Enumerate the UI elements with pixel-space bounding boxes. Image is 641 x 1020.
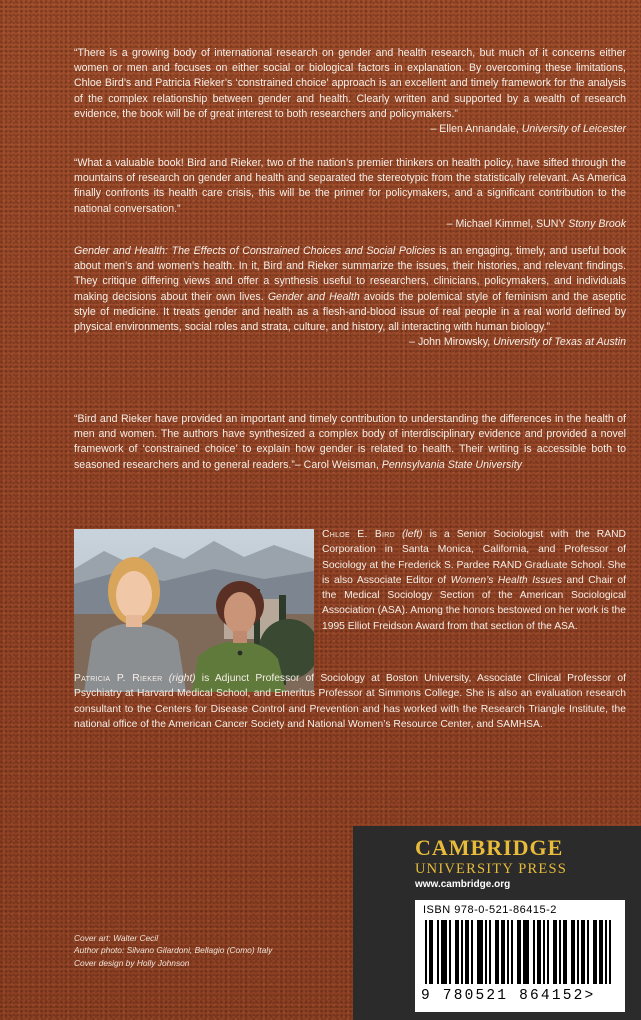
barcode-bar (565, 920, 567, 984)
barcode-bar (461, 920, 463, 984)
quote-text: “There is a growing body of international research on gender and health research, but much of it concerns either women or men and focuses on either social or biological factors in explanation. By overcoming these limitations, Chloe Bird’s and Patricia Rieker’s ‘constrained choice’ approach is an excellent and timely framework for the analysis of the complex relationship between gender and health. Clearly written and supported by a wealth of research evidence, the book will be of great interest to both researchers and policymakers.” (74, 47, 626, 120)
quote-attribution: – Ellen Annandale, University of Leicester (430, 123, 626, 136)
author-photo-image (74, 529, 314, 692)
barcode-bar (443, 920, 445, 984)
barcode-bar (457, 920, 459, 984)
barcode-bar (495, 920, 497, 984)
cover-art-credit: Cover art: Walter Cecil (74, 933, 159, 943)
barcode-bar (489, 920, 491, 984)
barcode-bar (601, 920, 603, 984)
publisher-panel (353, 826, 641, 1020)
barcode-bar (559, 920, 561, 984)
barcode-bar (577, 920, 579, 984)
author-photo (74, 529, 314, 692)
endorsement-annandale (74, 46, 626, 137)
barcode-bar (485, 920, 487, 984)
endorsement-mirowsky: Gender and Health: The Effects of Constrained Choices and Social Policies is an engaging, timely, and useful book about men’s and women’s health. In it, Bird and Rieker summarize the issues, their histories, and relevant findings. They critique differing views and offer a synthesis useful to researchers, clinicians, policymakers, and individuals making decisions about their own lives. Gender and Health avoids the polemical style of feminism and the aseptic style of medicine. It treats gender and health as a flesh-and-blood issue of real people in a real world defined by physical environments, social roles and strata, culture, and history, all interacting with human biology.” – John Mirowsky, University of Texas at Austin (74, 244, 626, 350)
barcode-bar (445, 920, 447, 984)
barcode-bar (599, 920, 601, 984)
barcode-bar (547, 920, 549, 984)
barcode-bar (511, 920, 513, 984)
barcode-bar (523, 920, 525, 984)
publisher-press: UNIVERSITY PRESS (415, 861, 568, 877)
author-bio-bird: Chloe E. Bird (left) is a Senior Sociologist with the RAND Corporation in Santa Monica, California, and Professor of Sociology at the Frederick S. Pardee RAND Graduate School. She is also Associate Editor of Women’s Health Issues and Chair of the Medical Sociology Section of the American Sociological Association (ASA). Among the honors bestowed on her work is the 1995 Elliot Freidson Award from that section of the ASA. (322, 529, 626, 632)
endorsement-weisman: “Bird and Rieker have provided an important and timely contribution to understanding the differences in the health of men and women. The authors have synthesized a complex body of interdisciplinary evidence and provided a novel framework of ‘constrained choice’ to explain how gender is related to health. Their writing is accessible both to seasoned researchers and to general readers.”– Carol Weisman, Pennsylvania State University (74, 413, 626, 471)
barcode-bar (555, 920, 557, 984)
barcode-bar (573, 920, 575, 984)
barcode-bar (581, 920, 583, 984)
barcode-bar (595, 920, 597, 984)
barcode-bar (609, 920, 611, 984)
author-bio-rieker: Patricia P. Rieker (right) is Adjunct Professor of Sociology at Boston University, Associate Clinical Professor of Psychiatry at Harvard Medical School, and Emeritus Professor at Simmons College. She is also an evaluation research consultant to the Centers for Disease Control and Prevention and has worked with the Research Triangle Institute, the national office of the American Cancer Society and National Women’s Resource Center, and SAMHSA. (74, 673, 626, 730)
isbn-label: ISBN 978-0-521-86415-2 (423, 904, 557, 916)
barcode-bar (517, 920, 519, 984)
barcode-bar (519, 920, 521, 984)
barcode-bar (543, 920, 545, 984)
publisher-name: CAMBRIDGE (415, 835, 564, 860)
barcode-bar (539, 920, 541, 984)
barcode-bar (455, 920, 457, 984)
barcode-bar (437, 920, 439, 984)
barcode-bar (533, 920, 535, 984)
barcode-bar (441, 920, 443, 984)
author-name: Patricia P. Rieker (74, 673, 163, 684)
isbn-barcode (415, 900, 625, 1012)
barcode-bar (465, 920, 467, 984)
endorsement-kimmel (74, 156, 626, 232)
barcode-bars (425, 920, 625, 984)
barcode-bar (593, 920, 595, 984)
cover-credits (74, 932, 272, 969)
barcode-bar (471, 920, 473, 984)
barcode-bar (477, 920, 479, 984)
barcode-bar (481, 920, 483, 984)
barcode-bar (587, 920, 589, 984)
barcode-bar (537, 920, 539, 984)
book-title: Gender and Health: The Effects of Constrained Choices and Social Policies (74, 245, 436, 257)
quote-attribution: – John Mirowsky, University of Texas at Austin (409, 336, 626, 349)
barcode-bar (507, 920, 509, 984)
author-name: Chloe E. Bird (322, 529, 396, 540)
barcode-bar (497, 920, 499, 984)
barcode-bar (583, 920, 585, 984)
quote-text: “Bird and Rieker have provided an important and timely contribution to understanding the differences in the health of men and women. The authors have synthesized a complex body of interdisciplinary evidence and provided a novel framework of ‘constrained choice’ to explain how gender is related to health. Their writing is accessible both to seasoned researchers and to general readers.” (74, 413, 626, 471)
barcode-bar (431, 920, 433, 984)
barcode-bar (503, 920, 505, 984)
barcode-digits: 9 780521 864152> (421, 988, 596, 1004)
barcode-bar (605, 920, 607, 984)
barcode-bar (425, 920, 427, 984)
cover-design-credit: Cover design by Holly Johnson (74, 957, 190, 968)
barcode-bar (553, 920, 555, 984)
author-photo-credit: Author photo: Silvano Gilardoni, Bellagio (Como) Italy (74, 945, 273, 956)
publisher-url: www.cambridge.org (415, 879, 511, 890)
barcode-bar (429, 920, 431, 984)
barcode-bar (525, 920, 527, 984)
quote-attribution: – Michael Kimmel, SUNY Stony Brook (446, 217, 626, 230)
barcode-bar (467, 920, 469, 984)
barcode-bar (501, 920, 503, 984)
quote-text: “What a valuable book! Bird and Rieker, two of the nation’s premier thinkers on health policy, have sifted through the mountains of research on gender and health and separated the stereotypic from the statistically relevant. As America finally confronts its health care crisis, this will be the primer for policymakers, and a significant contribution to the national conversation.” (74, 157, 626, 215)
barcode-bar (449, 920, 451, 984)
barcode-bar (479, 920, 481, 984)
barcode-bar (563, 920, 565, 984)
barcode-bar (527, 920, 529, 984)
barcode-bar (571, 920, 573, 984)
